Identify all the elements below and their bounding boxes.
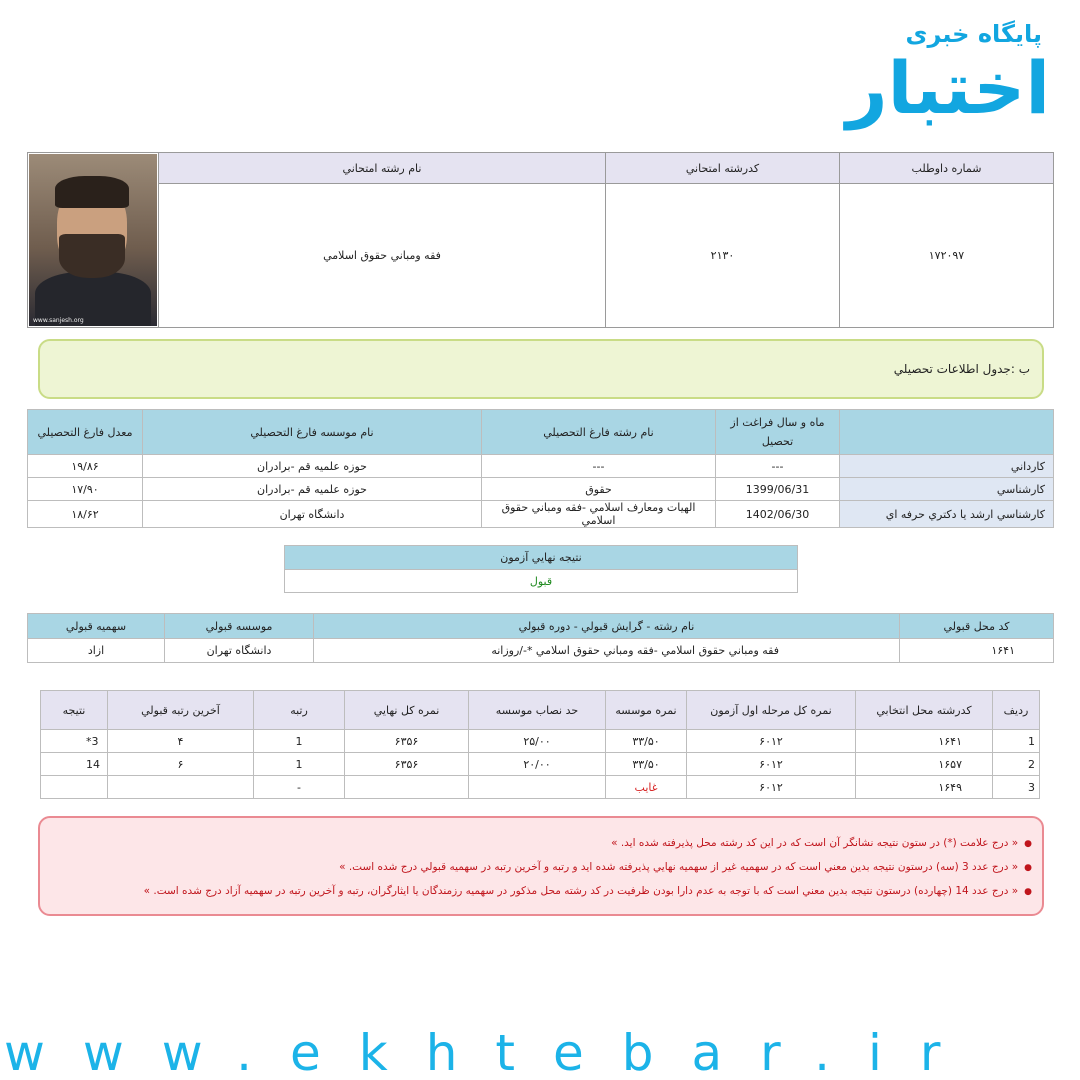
- choice-last-rank: ۴: [108, 730, 254, 753]
- education-header-institute: نام موسسه فارغ التحصيلي: [143, 410, 482, 455]
- acceptance-institute-header: موسسه قبولي: [165, 614, 314, 639]
- education-field: الهيات ومعارف اسلامي -فقه ومباني حقوق اسلامي: [482, 501, 716, 528]
- choices-header-first-stage: نمره كل مرحله اول آزمون: [687, 691, 856, 730]
- note-item: ● « درج عدد 3 (سه) درستون نتيجه بدين معني است كه در سهميه غير از سهميه نهايي پذيرفته شده ايد و رتبه و آخرين رتبه در سهميه قبولي درج شده است. »: [40, 856, 1032, 880]
- acceptance-code-value: ۱۶۴۱: [900, 639, 1054, 663]
- acceptance-quota-header: سهميه قبولي: [28, 614, 165, 639]
- note-item: ● « درج عدد 14 (چهارده) درستون نتيجه بدين معني است كه با توجه به عدم دارا بودن ظرفيت در كد رشته محل مذكور در سهميه رزمندگان يا ايثارگران، رتبه و آخرين رتبه در سهميه آزاد درج شده است. »: [40, 880, 1032, 904]
- table-row: [28, 478, 1054, 501]
- choices-header-code: كدرشته محل انتخابي: [856, 691, 993, 730]
- education-field: حقوق: [482, 478, 716, 501]
- photo-watermark: www.sanjesh.org: [33, 317, 84, 324]
- choice-code: ۱۶۴۹: [856, 776, 993, 799]
- candidate-id-value: ۱۷۲۰۹۷: [840, 184, 1054, 328]
- exam-name-value: فقه ومباني حقوق اسلامي: [159, 184, 606, 328]
- choices-header-final-score: نمره كل نهايي: [345, 691, 469, 730]
- note-item: ● « درج علامت (*) در ستون نتيجه نشانگر آن است كه در اين كد رشته محل پذيرفته شده ايد. »: [40, 832, 1032, 856]
- final-result-value: قبول: [285, 570, 798, 593]
- education-header-date: ماه و سال فراغت از تحصيل: [716, 410, 840, 455]
- choices-header-inst-score: نمره موسسه: [606, 691, 687, 730]
- education-table: [27, 409, 1054, 528]
- notes-box: [38, 816, 1044, 916]
- footer-url: www.ekhtebar.ir: [4, 1026, 979, 1080]
- choice-inst-score: ۳۳/۵۰: [606, 730, 687, 753]
- education-header-gpa: معدل فارغ التحصيلي: [28, 410, 143, 455]
- choice-row-number: 2: [993, 753, 1040, 776]
- photo-cell: [28, 153, 159, 328]
- candidate-table: [27, 152, 1054, 328]
- choice-result: 3*: [41, 730, 108, 753]
- choice-final-score: ۶۳۵۶: [345, 753, 469, 776]
- education-gpa: ۱۹/۸۶: [28, 455, 143, 478]
- education-gpa: ۱۸/۶۲: [28, 501, 143, 528]
- table-row: [28, 455, 1054, 478]
- choices-header-last-rank: آخرين رتبه قبولي: [108, 691, 254, 730]
- candidate-id-header: شماره داوطلب: [840, 153, 1054, 184]
- choice-threshold: ۲۰/۰۰: [469, 753, 606, 776]
- choice-code: ۱۶۴۱: [856, 730, 993, 753]
- candidate-photo: [29, 154, 157, 326]
- choice-result: [41, 776, 108, 799]
- choice-threshold: [469, 776, 606, 799]
- choice-last-rank: [108, 776, 254, 799]
- choice-code: ۱۶۵۷: [856, 753, 993, 776]
- education-institute: دانشگاه تهران: [143, 501, 482, 528]
- education-level: كارشناسي ارشد يا دكتري حرفه اي: [840, 501, 1054, 528]
- choice-final-score: ۶۳۵۶: [345, 730, 469, 753]
- education-date: ---: [716, 455, 840, 478]
- choice-first-stage: ۶۰۱۲: [687, 776, 856, 799]
- final-result-header: نتيجه نهايي آزمون: [285, 546, 798, 570]
- choice-inst-score: ۳۳/۵۰: [606, 753, 687, 776]
- education-date: 1402/06/30: [716, 501, 840, 528]
- choice-result: 14: [41, 753, 108, 776]
- choice-first-stage: ۶۰۱۲: [687, 730, 856, 753]
- choices-header-result: نتيجه: [41, 691, 108, 730]
- education-gpa: ۱۷/۹۰: [28, 478, 143, 501]
- choices-header-rank: رتبه: [254, 691, 345, 730]
- choice-first-stage: ۶۰۱۲: [687, 753, 856, 776]
- table-row: [41, 753, 1040, 776]
- education-institute: حوزه علميه قم -برادران: [143, 478, 482, 501]
- education-date: 1399/06/31: [716, 478, 840, 501]
- logo-tagline: پایگاه خبری: [905, 20, 1042, 48]
- choice-row-number: 3: [993, 776, 1040, 799]
- education-level: كارشناسي: [840, 478, 1054, 501]
- exam-code-header: کدرشته امتحاني: [606, 153, 840, 184]
- choice-row-number: 1: [993, 730, 1040, 753]
- choice-last-rank: ۶: [108, 753, 254, 776]
- table-row: [41, 776, 1040, 799]
- table-row: [41, 730, 1040, 753]
- acceptance-institute-value: دانشگاه تهران: [165, 639, 314, 663]
- education-field: ---: [482, 455, 716, 478]
- education-institute: حوزه علميه قم -برادران: [143, 455, 482, 478]
- choice-final-score: [345, 776, 469, 799]
- choice-rank: 1: [254, 753, 345, 776]
- choice-threshold: ۲۵/۰۰: [469, 730, 606, 753]
- acceptance-code-header: كد محل قبولي: [900, 614, 1054, 639]
- choices-header-threshold: حد نصاب موسسه: [469, 691, 606, 730]
- choices-table: [40, 690, 1040, 799]
- education-header-level: [840, 410, 1054, 455]
- choice-rank: -: [254, 776, 345, 799]
- acceptance-quota-value: ازاد: [28, 639, 165, 663]
- logo-wordmark: اختبار: [846, 46, 1050, 130]
- acceptance-field-value: فقه ومباني حقوق اسلامي -فقه ومباني حقوق اسلامي *-/روزانه: [314, 639, 900, 663]
- site-logo: [846, 18, 1050, 138]
- education-level: كارداني: [840, 455, 1054, 478]
- final-result-table: [284, 545, 798, 593]
- acceptance-field-header: نام رشته - گرايش قبولي - دوره قبولي: [314, 614, 900, 639]
- exam-code-value: ۲۱۳۰: [606, 184, 840, 328]
- choice-inst-score: غايب: [606, 776, 687, 799]
- choices-header-row: رديف: [993, 691, 1040, 730]
- exam-name-header: نام رشته امتحاني: [159, 153, 606, 184]
- choice-rank: 1: [254, 730, 345, 753]
- table-row: [28, 501, 1054, 528]
- education-section-title: ب :جدول اطلاعات تحصيلي: [38, 339, 1044, 399]
- acceptance-table: [27, 613, 1054, 663]
- education-header-field: نام رشته فارغ التحصيلي: [482, 410, 716, 455]
